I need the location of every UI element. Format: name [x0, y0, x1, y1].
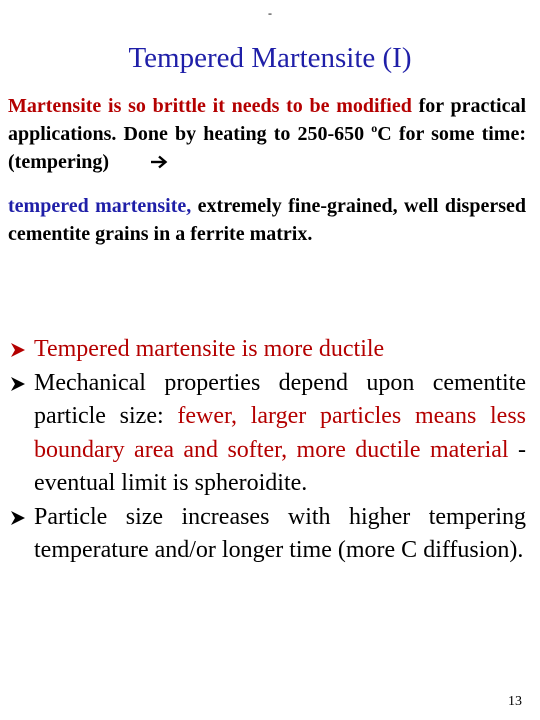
arrowhead-bullet-icon	[10, 376, 26, 392]
right-arrow-icon	[150, 155, 168, 169]
bullet-item	[8, 333, 526, 367]
page-number: 13	[508, 694, 522, 709]
bullet-emphasis: fewer, larger particles means less boundary area and softer, more ductile material	[34, 403, 526, 463]
bullet-item	[8, 501, 526, 568]
header-mark: -	[268, 6, 272, 20]
bullet-text-after: - eventual limit is spheroidite.	[34, 436, 527, 496]
degree-symbol: o	[371, 121, 378, 135]
paragraph-intro	[8, 92, 526, 176]
arrowhead-bullet-icon	[10, 342, 26, 358]
definition-term: tempered martensite,	[8, 195, 192, 217]
slide-title: Tempered Martensite (I)	[128, 42, 412, 74]
bullet-item	[8, 367, 526, 501]
definition-text: extremely fine-grained, well dispersed cementite grains in a ferrite matrix.	[8, 195, 526, 245]
bullet-text: Particle size increases with higher tempering temperature and/or longer time (more C diffusion).	[34, 503, 526, 563]
intro-emphasis: Martensite is so brittle it needs to be modified	[8, 95, 412, 117]
arrowhead-bullet-icon	[10, 510, 26, 526]
bullet-list	[8, 333, 526, 568]
intro-tail: C for some time: (tempering)	[8, 123, 526, 173]
intro-text: for practical applications. Done by heating to 250-650	[8, 95, 526, 145]
bullet-text: Mechanical properties depend upon cementite particle size:	[34, 369, 526, 429]
bullet-text: Tempered martensite is more ductile	[34, 336, 385, 362]
paragraph-definition	[8, 192, 526, 248]
